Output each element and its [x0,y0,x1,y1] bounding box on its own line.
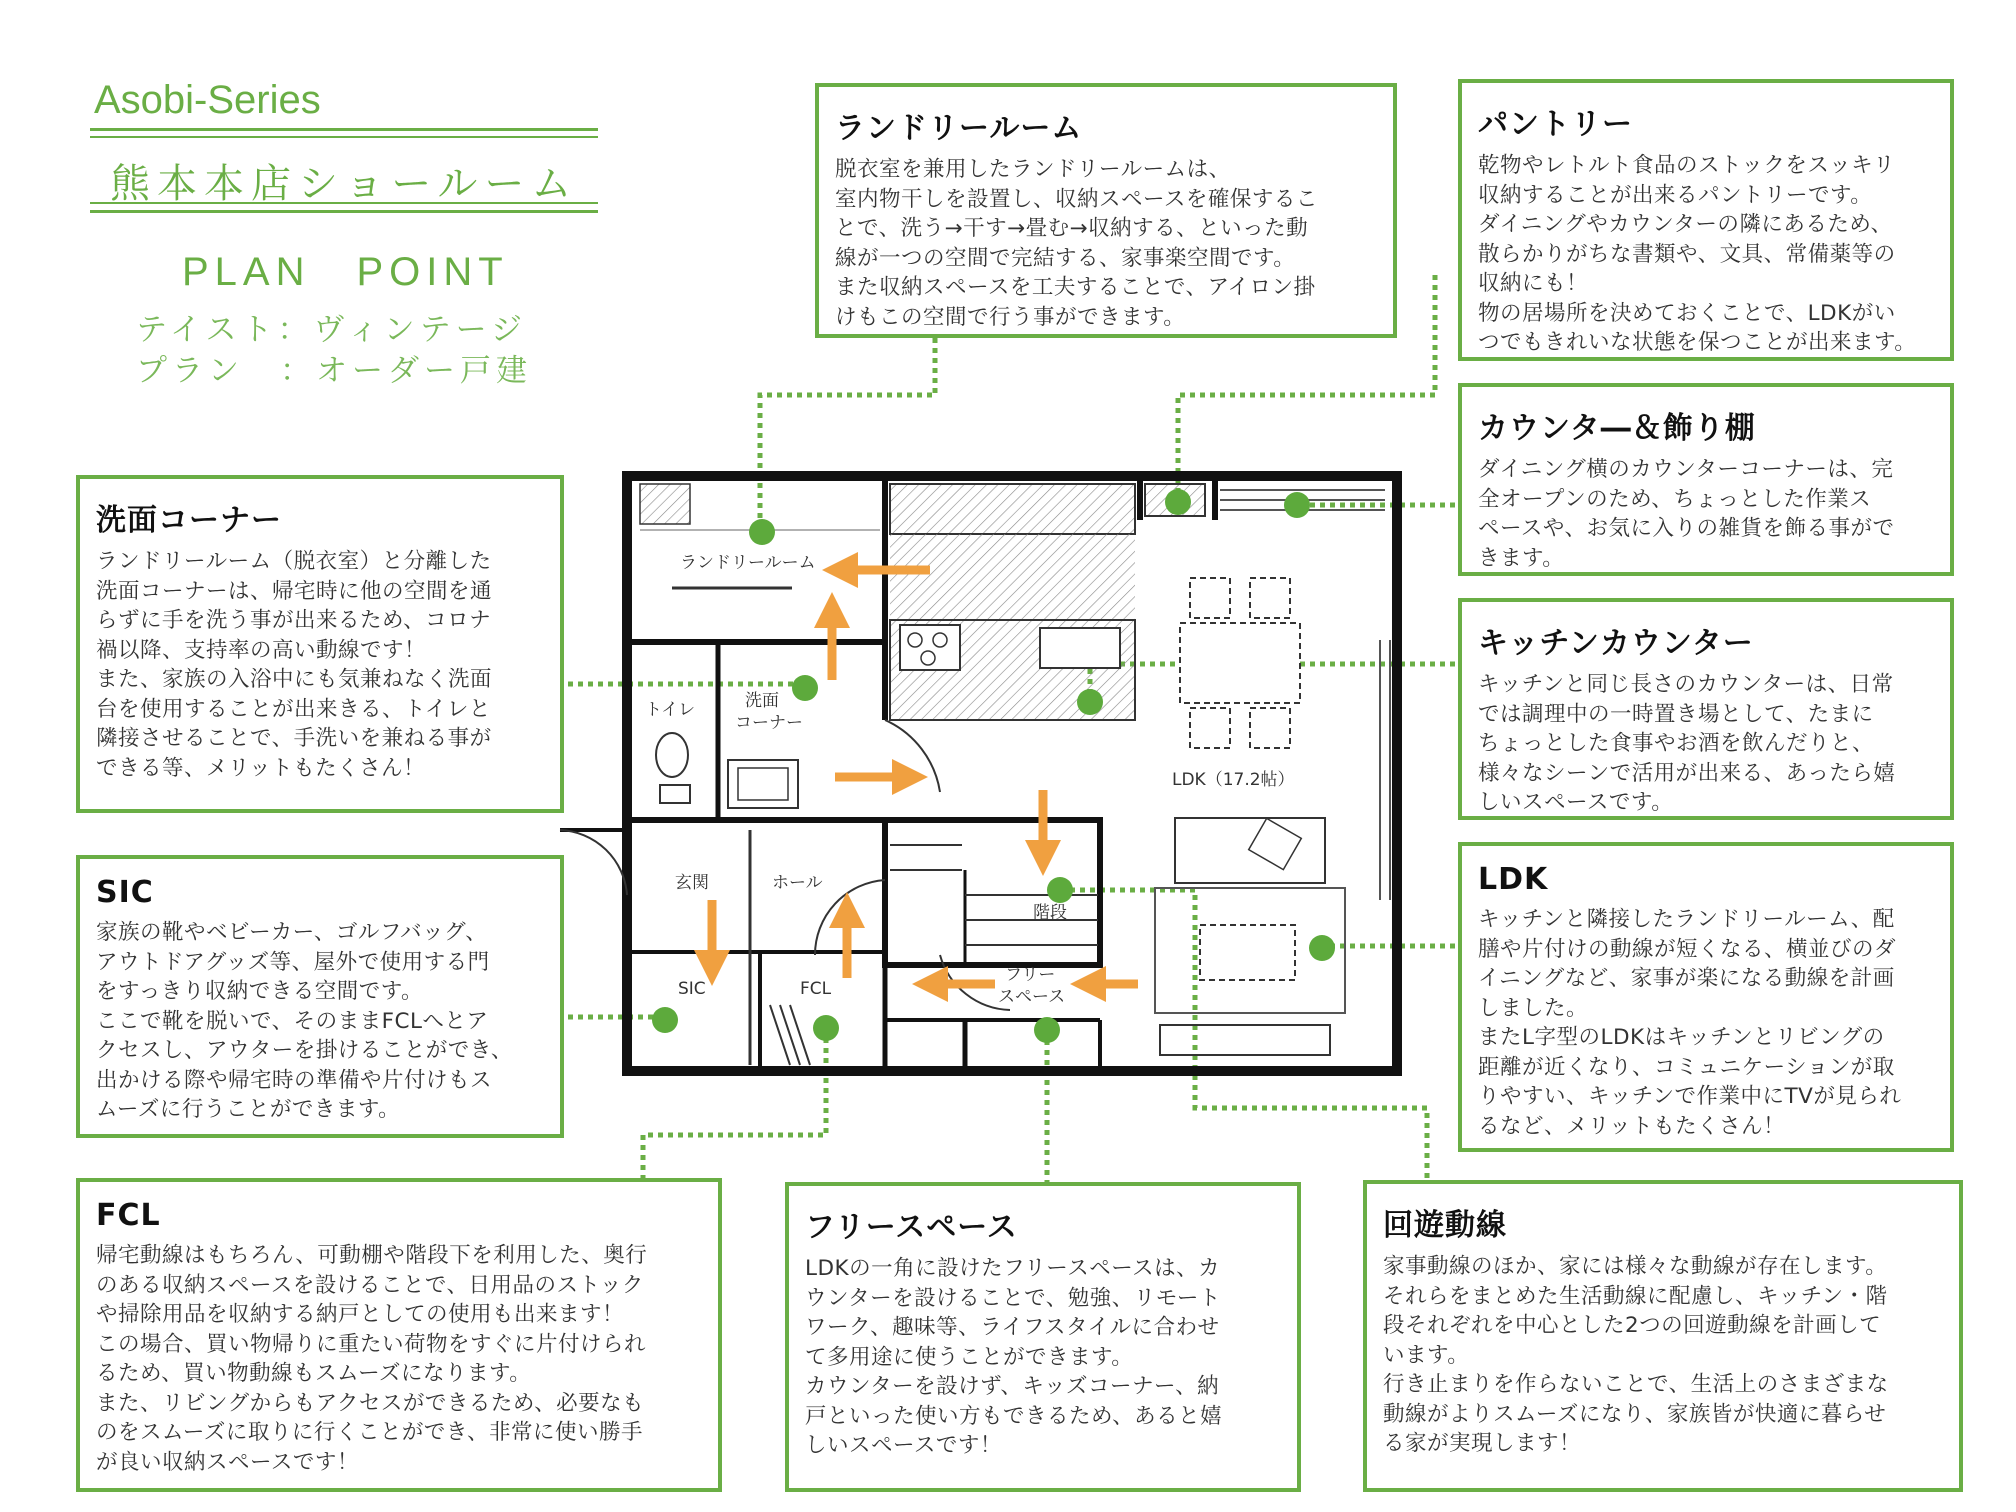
card-kitchen-counter-title: キッチンカウンター [1478,626,1754,661]
room-label-toilet: トイレ [645,700,696,720]
connector-kaiyu [1060,890,1427,1178]
tv-board [1160,1025,1330,1055]
room-label-senmen-2: コーナー [735,713,803,733]
card-counter-shelf-title: カウンタ―＆飾り棚 [1478,411,1756,446]
card-free-space-text: LDKの一角に設けたフリースペースは、カ ウンターを設けることで、勉強、リモート ワーク、趣味等、ライフスタイルに合わせ て多用途に使うことができます。 カウンターを設けず、キッズコーナー、納 戸といった使い方もできるため、あると嬉 しいスペースです！ [805,1256,1223,1458]
series-title: Asobi-Series [94,78,321,122]
card-fcl [76,1178,722,1492]
room-label-stairs: 階段 [1033,903,1067,923]
plan-point-title: PLAN POINT [182,250,509,294]
room-label-free-1: フリー [1005,965,1056,985]
card-pantry-text: 乾物やレトルト食品のストックをスッキリ 収納することが出来るパントリーです。 ダイニングやカウンターの隣にあるため、 散らかりがちな書類や、文具、常備薬等の 収納にも！ 物の居場所を決めておくことで、LDKがい つでもきれいな状態を保つことが出来ます。 [1478,153,1917,355]
card-ldk [1458,842,1954,1152]
card-counter-shelf [1458,383,1954,576]
room-label-sic: SIC [678,979,706,999]
sink [1040,628,1120,668]
card-laundry-title: ランドリールーム [835,111,1083,146]
kitchen-floor [890,534,1135,620]
card-senmen-text: ランドリールーム（脱衣室）と分離した 洗面コーナーは、帰宅時に他の空間を通 らずに手を洗う事が出来るため、コロナ 禍以降、支持率の高い動線です！ また、家族の入浴中にも気兼ねなく洗面 台を使用することが出来きる、トイレと 隣接させることで、手洗いを兼ねる事が できる等、メリットもたくさん！ [96,549,493,781]
taste-label: テイスト：ヴィンテージ [136,312,528,348]
card-fcl-text: 帰宅動線はもちろん、可動棚や階段下を利用した、奥行 のある収納スペースを設けることで、日用品のストック や掃除用品を収納する納戸としての使用も出来ます！ この場合、買い物帰りに重たい荷物をすぐに片付けられ るため、買い物動線もスムーズになります。 また、リビングからもアクセスができるため、必要なも のをスムーズに取りに行くことができ、非常に使い勝手 が良い収納スペースです！ [96,1243,648,1475]
kitchen-back-counter [890,484,1135,534]
card-senmen [76,475,564,813]
card-sic [76,855,564,1138]
card-free-space [785,1182,1301,1492]
card-kitchen-counter-text: キッチンと同じ長さのカウンターは、日常 では調理中の一時置き場として、たまに ちょっとした食事やお酒を飲んだりと、 様々なシーンで活用が出来る、あったら嬉 しいスペースです。 [1478,672,1896,815]
card-fcl-title: FCL [96,1198,161,1233]
room-label-ldk: LDK（17.2帖） [1172,770,1295,790]
card-kaiyu-title: 回遊動線 [1383,1208,1507,1243]
toilet-bowl [656,733,688,777]
room-label-genkan: 玄関 [675,873,709,893]
connector-fcl [643,1028,826,1178]
card-ldk-title: LDK [1478,862,1549,897]
card-pantry [1458,79,1954,361]
plan-label: プラン ：オーダー戸建 [136,353,532,389]
room-label-hall: ホール [772,873,823,893]
dining-table [1180,623,1300,703]
card-kaiyu [1363,1180,1963,1492]
card-laundry-text: 脱衣室を兼用したランドリールームは、 室内物干しを設置し、収納スペースを確保するこ とで、洗う→干す→畳む→収納する、といった動 線が一つの空間で完結する、家事楽空間です。 また収納スペースを工夫することで、アイロン掛 けもこの空間で行う事ができます。 [835,157,1318,330]
card-senmen-title: 洗面コーナー [96,503,282,538]
card-laundry [815,83,1397,338]
room-label-laundry: ランドリールーム [680,553,816,573]
stove [900,625,960,670]
card-sic-title: SIC [96,875,154,910]
showroom-title: 熊本本店ショールーム [110,161,579,207]
card-kitchen-counter [1458,598,1954,820]
living-table [1200,925,1295,980]
card-kaiyu-text: 家事動線のほか、家には様々な動線が存在します。 それらをまとめた生活動線に配慮し、キッチン・階 段それぞれを中心とした2つの回遊動線を計画して います。 行き止まりを作らないことで、生活上のさまざまな 動線がよりスムーズになり、家族皆が快適に暮らせ る家が実現します！ [1383,1254,1889,1456]
card-pantry-title: パントリー [1478,107,1633,142]
card-ldk-text: キッチンと隣接したランドリールーム、配 膳や片付けの動線が短くなる、横並びのダ イニングなど、家事が楽になる動線を計画 しました。 またL字型のLDKはキッチンとリビングの 距離が近くなり、コミュニケーションが取 りやすい、キッチンで作業中にTVが見られ るなど、メリットもたくさん！ [1478,907,1902,1139]
card-free-space-title: フリースペース [805,1210,1018,1245]
card-sic-text: 家族の靴やベビーカー、ゴルフバッグ、 アウトドアグッズ等、屋外で使用する門 をすっきり収納できる空間です。 ここで靴を脱いで、そのままFCLへとア クセスし、アウターを掛けることができ、 出かける際や帰宅時の準備や片付けもス ムーズに行うことができます。 [96,920,513,1122]
room-label-free-2: スペース [998,987,1066,1007]
room-label-fcl: FCL [800,979,832,999]
card-counter-shelf-text: ダイニング横のカウンターコーナーは、完 全オープンのため、ちょっとした作業ス ペースや、お気に入りの雑貨を飾る事がで きます。 [1478,457,1895,571]
room-label-senmen-1: 洗面 [745,691,779,711]
